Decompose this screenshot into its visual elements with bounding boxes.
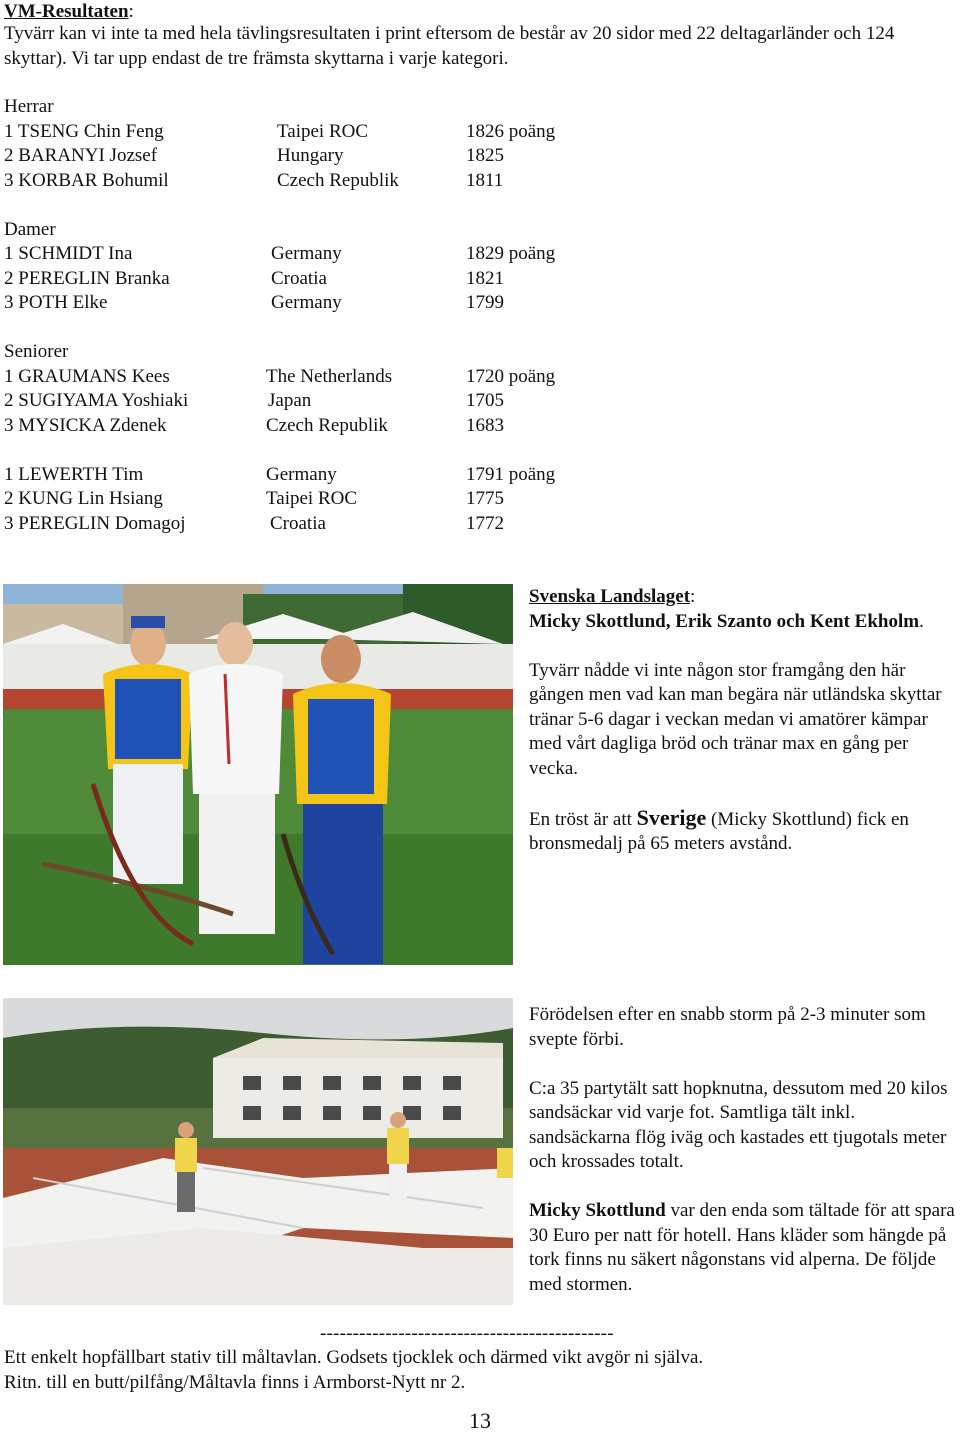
result-name: 2 SUGIYAMA Yoshiaki [4,390,189,411]
paragraph-trost [529,806,957,857]
result-country: Taipei ROC [277,120,369,142]
result-score: 1720 poäng [466,365,556,387]
result-name: 3 MYSICKA Zdenek [4,414,167,436]
paragraph-storm: Förödelsen efter en snabb storm på 2-3 minuter som svepte förbi. [529,1004,926,1050]
separator-dashes: --------------------------------------------- [320,1323,614,1344]
result-row [4,144,604,169]
team-heading: Svenska Landslaget [529,586,691,607]
side-column-bottom [529,1003,957,1322]
paragraph-trost-post: (Micky Skottlund) fick en bronsmedalj på 65 meters avstånd. [529,808,909,854]
result-row [4,169,604,194]
team-members: Micky Skottlund, Erik Szanto och Kent Ekholm [529,610,920,632]
paragraph-framgang: Tyvärr nådde vi inte någon stor framgång den här gången men vad kan man begära när utländska skyttar tränar 5-6 dagar i veckan medan vi amatörer kämpar med vårt dagliga bröd och tränar max en gång per vecka. [529,659,942,779]
result-score: 1821 [466,267,504,289]
result-name: 2 BARANYI Jozsef [4,145,158,166]
result-row [4,463,604,488]
result-row [4,414,604,439]
page-number: 13 [469,1408,491,1433]
page-title-text: VM-Resultaten [4,1,129,22]
result-country: Germany [271,292,342,313]
result-score: 1791 poäng [466,463,556,485]
footer-line-1: Ett enkelt hopfällbart stativ till måltavlan. Godsets tjocklek och därmed vikt avgör ni själva. [4,1347,704,1368]
result-row [4,365,604,390]
category-herrar [4,95,604,193]
result-row [4,389,604,414]
result-country: Hungary [277,145,344,166]
intro-text: Tyvärr kan vi inte ta med hela tävlingsresultaten i print eftersom de består av 20 sidor med 22 deltagarländer och 124 skyttar). Vi tar upp endast de tre främsta skyttarna i varje kategori. [4,23,895,69]
result-country: Germany [266,463,337,485]
result-score: 1775 [466,488,504,509]
page-title-colon: : [128,1,134,22]
result-name: 2 KUNG Lin Hsiang [4,488,163,509]
results-list [4,95,604,536]
team-paragraph [529,585,957,634]
photo-archers-team [3,584,513,965]
paragraph-partytalt: C:a 35 partytält satt hopknutna, dessutom med 20 kilos sandsäckar vid varje fot. Samtliga tält inkl. sandsäckarna flög iväg och kastades ett tjugotals meter och krossades totalt. [529,1077,948,1172]
photo-storm-damage [3,998,513,1305]
result-score: 1683 [466,414,504,436]
result-score: 1826 poäng [466,120,556,142]
result-row [4,487,604,512]
category-title: Damer [4,218,56,240]
footer-line-2: Ritn. till en butt/pilfång/Måltavla finns i Armborst-Nytt nr 2. [4,1371,466,1393]
result-country: Japan [268,390,312,411]
result-name: 3 PEREGLIN Domagoj [4,512,186,534]
result-row [4,242,604,267]
result-country: Germany [271,243,342,264]
result-country: Taipei ROC [266,488,358,509]
paragraph-trost-sverige: Sverige [636,804,707,830]
result-score: 1829 poäng [466,243,556,264]
team-colon: : [690,586,696,607]
paragraph-trost-pre: En tröst är att [529,808,637,830]
result-country: The Netherlands [266,365,393,387]
result-score: 1799 [466,292,504,313]
category-unnamed [4,463,604,537]
result-name: 1 SCHMIDT Ina [4,243,133,264]
result-country: Czech Republik [277,169,399,191]
result-row [4,512,604,537]
result-score: 1772 [466,512,504,534]
result-country: Czech Republik [266,414,388,436]
result-score: 1705 [466,390,504,411]
result-country: Croatia [271,267,327,289]
category-title: Seniorer [4,341,69,362]
result-row [4,120,604,145]
side-column-top [529,585,957,881]
category-damer [4,218,604,316]
category-title: Herrar [4,96,54,117]
team-period: . [919,610,924,632]
paragraph-micky-name: Micky Skottlund [529,1200,666,1221]
result-name: 3 POTH Elke [4,292,108,313]
result-name: 1 LEWERTH Tim [4,463,144,485]
result-country: Croatia [270,512,326,534]
result-name: 1 TSENG Chin Feng [4,120,164,142]
result-row [4,267,604,292]
result-name: 1 GRAUMANS Kees [4,365,170,387]
category-seniorer [4,340,604,438]
page-title [4,0,134,25]
paragraph-micky [529,1199,957,1297]
paragraph-micky-rest: var den enda som tältade för att spara 30 Euro per natt för hotell. Hans kläder som hängde på tork finns nu säkert någonstans vid alperna. De följde med stormen. [529,1200,955,1295]
result-name: 3 KORBAR Bohumil [4,169,169,191]
footer-text [4,1346,954,1395]
result-score: 1825 [466,145,504,166]
result-row [4,291,604,316]
result-name: 2 PEREGLIN Branka [4,267,170,289]
result-score: 1811 [466,169,504,191]
